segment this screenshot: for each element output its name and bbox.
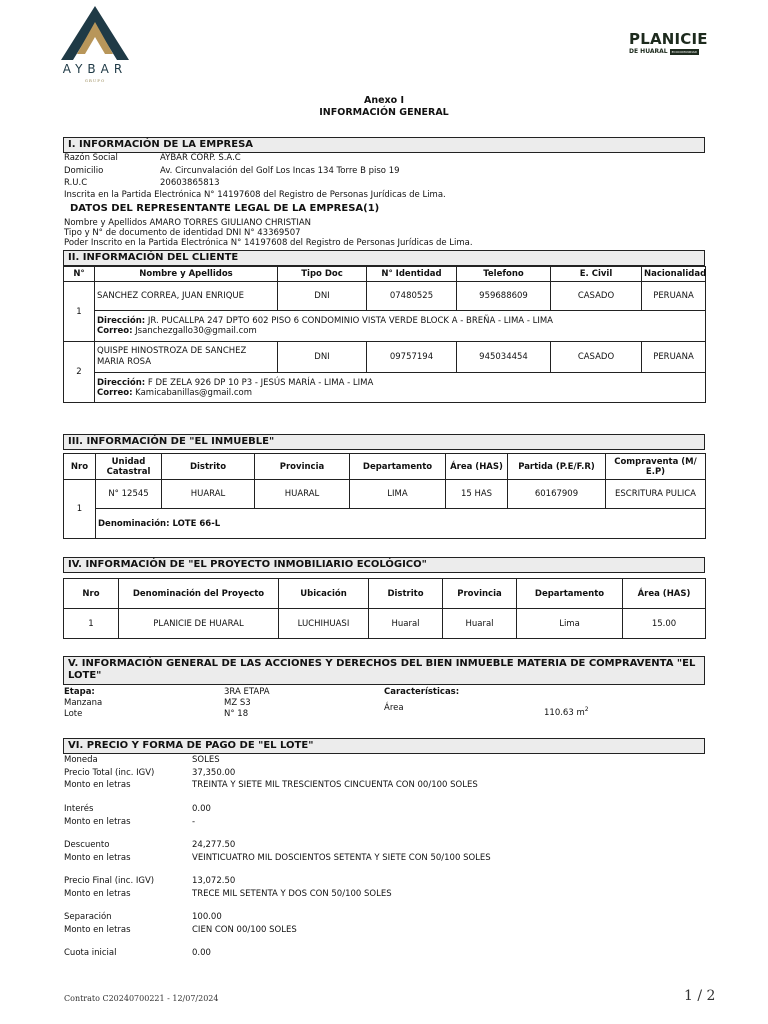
client-nationality: PERUANA: [642, 342, 706, 373]
col-header-area: Área (HAS): [623, 579, 706, 609]
property-table: [63, 453, 706, 539]
section-2-header: II. INFORMACIÓN DEL CLIENTE: [63, 250, 705, 266]
property-denomination: Denominación: LOTE 66-L: [96, 509, 706, 539]
col-header-cadastral: Unidad Catastral: [96, 454, 162, 480]
col-header-partida: Partida (P.E/F.R): [508, 454, 606, 480]
col-header-location: Ubicación: [279, 579, 369, 609]
table-row: [64, 282, 706, 311]
table-row: [64, 509, 706, 539]
aybar-mountain-icon: [55, 4, 135, 64]
page-number: 1 / 2: [684, 988, 716, 1004]
client-id: 07480525: [367, 282, 457, 311]
section-1-header: I. INFORMACIÓN DE LA EMPRESA: [63, 137, 705, 153]
deposit-words-label: Monto en letras: [64, 924, 131, 935]
area-value-wrap: [544, 704, 589, 719]
company-name-value: AYBAR CORP. S.A.C: [160, 153, 241, 163]
client-contact: [95, 373, 706, 403]
col-header-civil: E. Civil: [551, 267, 642, 282]
col-header-nro: Nro: [64, 454, 96, 480]
legal-rep-name: Nombre y Apellidos AMARO TORRES GIULIANO CHRISTIAN: [64, 218, 312, 228]
col-header-doc-type: Tipo Doc: [278, 267, 367, 282]
discount-label: Descuento: [64, 840, 110, 850]
aybar-logo: [55, 4, 135, 84]
deposit-value: 100.00: [192, 912, 222, 922]
client-phone: 959688609: [457, 282, 551, 311]
client-number: 2: [64, 342, 95, 403]
col-header-area: Área (HAS): [446, 454, 508, 480]
company-registry-line: Inscrita en la Partida Electrónica N° 14197608 del Registro de Personas Jurídicas de Lima.: [64, 190, 446, 200]
final-words-label: Monto en letras: [64, 888, 131, 899]
project-province: Huaral: [443, 609, 517, 639]
project-district: Huaral: [369, 609, 443, 639]
area-label: Área: [384, 703, 404, 713]
col-header-compraventa: Compraventa (M/ E.P): [606, 454, 706, 480]
col-header-district: Distrito: [162, 454, 255, 480]
client-doc-type: DNI: [278, 342, 367, 373]
col-header-department: Departamento: [517, 579, 623, 609]
block-label: Manzana: [64, 698, 103, 708]
client-table-header: [64, 267, 706, 282]
address-label: Dirección:: [97, 316, 146, 326]
project-department: Lima: [517, 609, 623, 639]
planicie-logo-title: PLANICIE: [629, 30, 708, 48]
annex-title: Anexo I: [363, 95, 405, 106]
table-row: [64, 311, 706, 342]
section-5-title-line1: V. INFORMACIÓN GENERAL DE LAS ACCIONES Y DERECHOS DEL BIEN INMUEBLE MATERIA DE COMPRAVENTA "EL: [68, 658, 696, 669]
property-partida: 60167909: [508, 480, 606, 509]
table-row: [64, 609, 706, 639]
payment-info: [64, 754, 704, 964]
client-doc-type: DNI: [278, 282, 367, 311]
discount-words-value: VEINTICUATRO MIL DOSCIENTOS SETENTA Y SIETE CON 50/100 SOLES: [192, 852, 491, 863]
table-row: [64, 373, 706, 403]
property-nro: 1: [64, 480, 96, 539]
company-address-value: Av. Circunvalación del Golf Los Incas 134 Torre B piso 19: [160, 165, 400, 176]
legal-rep-power: Poder Inscrito en la Partida Electrónica N° 14197608 del Registro de Personas Jurídicas de Lima.: [64, 238, 473, 248]
col-header-project-name: Denominación del Proyecto: [119, 579, 279, 609]
interest-label: Interés: [64, 804, 94, 814]
client-civil-status: CASADO: [551, 342, 642, 373]
client-contact: [95, 311, 706, 342]
client-name: SANCHEZ CORREA, JUAN ENRIQUE: [95, 282, 278, 311]
property-district: HUARAL: [162, 480, 255, 509]
company-ruc-value: 20603865813: [160, 178, 220, 188]
company-address-label: Domicilio: [64, 165, 104, 176]
project-table: [63, 578, 706, 639]
col-header-nro: Nro: [64, 579, 119, 609]
interest-words-value: -: [192, 816, 196, 827]
client-email: Jsanchezgallo30@gmail.com: [135, 326, 257, 336]
col-header-district: Distrito: [369, 579, 443, 609]
section-5-title-line2: LOTE": [68, 670, 102, 681]
initial-payment-value: 0.00: [192, 948, 211, 958]
client-address: F DE ZELA 926 DP 10 P3 - JESÚS MARÍA - LIMA - LIMA: [147, 377, 374, 388]
project-area: 15.00: [623, 609, 706, 639]
table-row: [64, 480, 706, 509]
lot-label: Lote: [64, 709, 83, 719]
initial-payment-label: Cuota inicial: [64, 948, 117, 958]
final-price-label: Precio Final (inc. IGV): [64, 876, 155, 886]
block-value: MZ S3: [224, 698, 251, 708]
document-title: INFORMACIÓN GENERAL: [319, 107, 449, 118]
currency-label: Moneda: [64, 755, 98, 765]
col-header-n: N°: [64, 267, 95, 282]
col-header-nationality: Nacionalidad: [642, 267, 706, 282]
property-province: HUARAL: [255, 480, 350, 509]
total-price-label: Precio Total (inc. IGV): [64, 767, 155, 778]
address-label: Dirección:: [97, 377, 146, 388]
contract-footer: Contrato C20240700221 - 12/07/2024: [64, 994, 219, 1003]
project-location: LUCHIHUASI: [279, 609, 369, 639]
project-nro: 1: [64, 609, 119, 639]
planicie-logo-tag: ECOCOMUNIDAD: [671, 49, 697, 54]
project-table-header: [64, 579, 706, 609]
table-row: [64, 342, 706, 373]
email-label: Correo:: [97, 326, 133, 336]
planicie-logo: [629, 32, 711, 56]
client-email: Kamicabanillas@gmail.com: [135, 387, 253, 398]
final-words-value: TRECE MIL SETENTA Y DOS CON 50/100 SOLES: [192, 888, 392, 899]
client-name: QUISPE HINOSTROZA DE SANCHEZ MARIA ROSA: [95, 342, 278, 373]
final-price-value: 13,072.50: [192, 876, 236, 886]
area-value: 110.63 m: [544, 707, 585, 718]
legal-rep-document: Tipo y N° de documento de identidad DNI N° 43369507: [64, 228, 301, 238]
area-unit-superscript: 2: [584, 706, 589, 713]
property-area: 15 HAS: [446, 480, 508, 509]
discount-words-label: Monto en letras: [64, 852, 131, 863]
stage-value: 3RA ETAPA: [224, 687, 270, 697]
section-4-header: IV. INFORMACIÓN DE "EL PROYECTO INMOBILIARIO ECOLÓGICO": [63, 557, 705, 573]
property-table-header: [64, 454, 706, 480]
stage-label: Etapa:: [64, 687, 95, 697]
company-name-label: Razón Social: [64, 153, 118, 163]
section-5-header: [63, 656, 705, 685]
client-nationality: PERUANA: [642, 282, 706, 311]
col-header-name: Nombre y Apellidos: [95, 267, 278, 282]
col-header-province: Provincia: [255, 454, 350, 480]
interest-words-label: Monto en letras: [64, 816, 131, 827]
email-label: Correo:: [97, 387, 133, 398]
company-info: [64, 152, 704, 190]
col-header-department: Departamento: [350, 454, 446, 480]
client-address: JR. PUCALLPA 247 DPTO 602 PISO 6 CONDOMINIO VISTA VERDE BLOCK A - BREÑA - LIMA - LIMA: [147, 316, 553, 326]
deposit-label: Separación: [64, 912, 112, 922]
client-phone: 945034454: [457, 342, 551, 373]
total-price-value: 37,350.00: [192, 767, 236, 778]
currency-value: SOLES: [192, 755, 220, 765]
company-ruc-label: R.U.C: [64, 178, 88, 188]
property-cadastral: N° 12545: [96, 480, 162, 509]
interest-value: 0.00: [192, 804, 211, 814]
client-table: [63, 266, 706, 403]
col-header-province: Provincia: [443, 579, 517, 609]
aybar-logo-subtext: GRUPO: [84, 78, 106, 83]
property-compraventa: ESCRITURA PULICA: [606, 480, 706, 509]
deposit-words-value: CIEN CON 00/100 SOLES: [192, 924, 297, 935]
project-name: PLANICIE DE HUARAL: [119, 609, 279, 639]
section-6-header: VI. PRECIO Y FORMA DE PAGO DE "EL LOTE": [63, 738, 705, 754]
planicie-logo-subtitle: DE HUARAL: [629, 48, 668, 55]
aybar-logo-text: AYBAR: [62, 62, 128, 76]
lot-value: N° 18: [224, 709, 249, 719]
property-department: LIMA: [350, 480, 446, 509]
legal-rep-header: DATOS DEL REPRESENTANTE LEGAL DE LA EMPRESA(1): [70, 203, 380, 214]
client-number: 1: [64, 282, 95, 342]
client-civil-status: CASADO: [551, 282, 642, 311]
client-id: 09757194: [367, 342, 457, 373]
col-header-id: N° Identidad: [367, 267, 457, 282]
section-3-header: III. INFORMACIÓN DE "EL INMUEBLE": [63, 434, 705, 450]
total-words-value: TREINTA Y SIETE MIL TRESCIENTOS CINCUENTA CON 00/100 SOLES: [192, 780, 478, 790]
col-header-phone: Telefono: [457, 267, 551, 282]
characteristics-label: Características:: [384, 687, 460, 697]
discount-value: 24,277.50: [192, 840, 236, 850]
total-words-label: Monto en letras: [64, 780, 131, 790]
lot-info: [64, 686, 704, 722]
